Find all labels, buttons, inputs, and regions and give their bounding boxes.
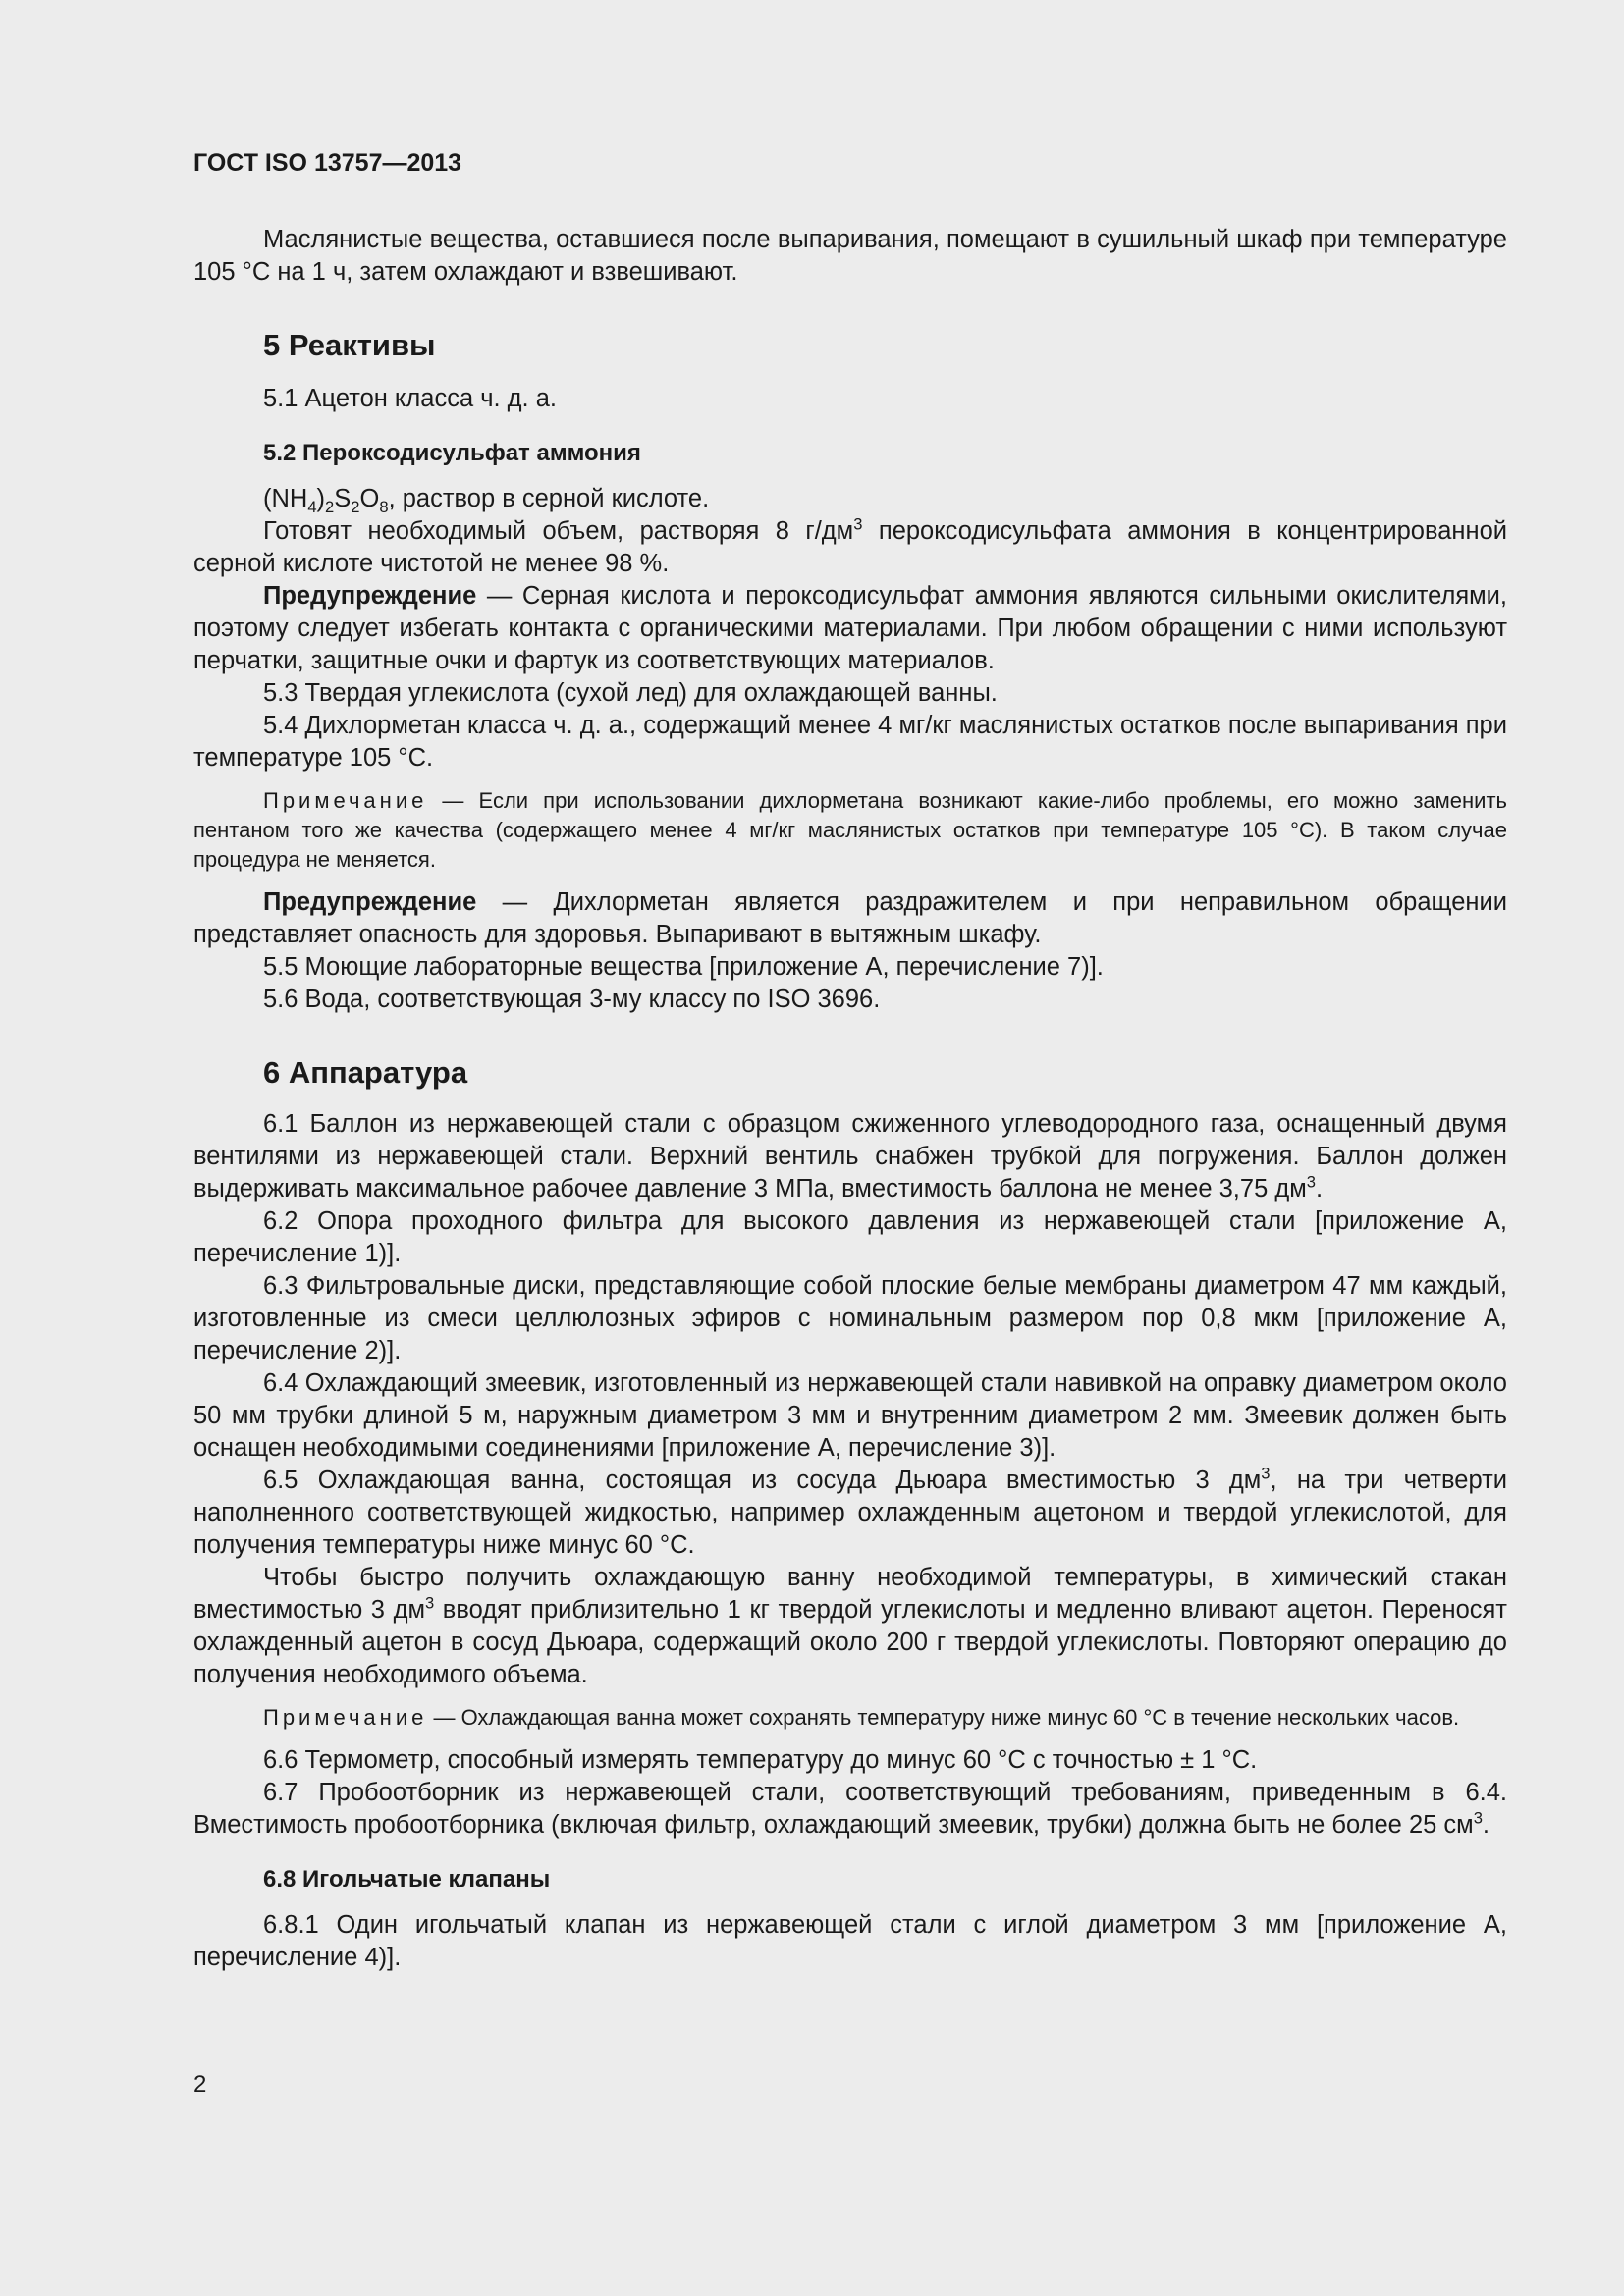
- note-2: Примечание — Охлаждающая ванна может сохранять температуру ниже минус 60 °С в течение нескольких часов.: [263, 1705, 1460, 1730]
- para-6-5b: Чтобы быстро получить охлаждающую ванну необходимой температуры, в химический стакан вместимостью 3 $дм^3$ вводят приблизительно 1 кг твердой углекислоты и медленно вливают ацетон. Переносят охлажденный ацетон в сосуд Дьюара, содержащий около 200 г твердой углекислоты. Повторяют операцию до получения необходимого объема.: [193, 1564, 1507, 1688]
- formula-line: $(NH_4)_2S_2O_8$, раствор в серной кислоте.: [263, 485, 710, 517]
- note-1: Примечание — Если при использовании дихлорметана возникают какие-либо проблемы, его можно заменить пентаном того же качества (содержащего менее 4 мг/кг маслянистых остатков при температуре 105 °С). В таком случае процедура не меняется.: [193, 788, 1507, 872]
- section-6-title: 6 Аппаратура: [263, 1055, 468, 1090]
- document-body: [193, 224, 1507, 1974]
- para-6-5: 6.5 Охлаждающая ванна, состоящая из сосуда Дьюара вместимостью 3 $дм^3$, на три четверти наполненного соответствующей жидкостью, например охлажденным ацетоном и твердой углекислотой, для получения температуры ниже минус 60 °С.: [193, 1464, 1507, 1559]
- section-6-8-title: 6.8 Игольчатые клапаны: [263, 1866, 551, 1893]
- warning-label: Предупреждение: [263, 582, 477, 610]
- warning-2: Предупреждение — Дихлорметан является раздражителем и при неправильном обращении представляет опасность для здоровья. Выпаривают в вытяжным шкафу.: [193, 888, 1507, 948]
- para-5-5: 5.5 Моющие лабораторные вещества [приложение А, перечисление 7)].: [263, 953, 1104, 981]
- para-6-4: 6.4 Охлаждающий змеевик, изготовленный из нержавеющей стали навивкой на оправку диаметром около 50 мм трубки длиной 5 м, наружным диаметром 3 мм и внутренним диаметром 2 мм. Змеевик должен быть оснащен необходимыми соединениями [приложение А, перечисление 3)].: [193, 1369, 1507, 1462]
- para-6-3: 6.3 Фильтровальные диски, представляющие собой плоские белые мембраны диаметром 47 мм каждый, изготовленные из смеси целлюлозных эфиров с номинальным размером пор 0,8 мкм [приложение А, перечисление 2)].: [193, 1272, 1507, 1364]
- para-6-1: 6.1 Баллон из нержавеющей стали с образцом сжиженного углеводородного газа, оснащенный двумя вентилями из нержавеющей стали. Верхний вентиль снабжен трубкой для погружения. Баллон должен выдерживать максимальное рабочее давление 3 МПа, вместимость баллона не менее 3,75 $дм^3$.: [193, 1110, 1507, 1202]
- warning-label: Предупреждение: [263, 888, 477, 916]
- warning-1: Предупреждение — Серная кислота и пероксодисульфат аммония являются сильными окислителями, поэтому следует избегать контакта с органическими материалами. При любом обращении с ними используют перчатки, защитные очки и фартук из соответствующих материалов.: [193, 582, 1507, 674]
- para-6-6: 6.6 Термометр, способный измерять температуру до минус 60 °С с точностью ± 1 °С.: [263, 1746, 1258, 1774]
- para-5-4: 5.4 Дихлорметан класса ч. д. а., содержащий менее 4 мг/кг маслянистых остатков после выпаривания при температуре 105 °С.: [193, 712, 1507, 772]
- section-5-title: 5 Реактивы: [263, 328, 436, 362]
- para-5-6: 5.6 Вода, соответствующая 3-му классу по ISO 3696.: [263, 986, 881, 1013]
- section-5-2-title: 5.2 Пероксодисульфат аммония: [263, 440, 641, 466]
- note-label: Примечание: [263, 788, 428, 813]
- para-5-2-prep: Готовят необходимый объем, растворяя 8 $г/дм^3$ пероксодисульфата аммония в концентрированной серной кислоте чистотой не менее 98 %.: [193, 514, 1507, 577]
- para-5-1: 5.1 Ацетон класса ч. д. а.: [263, 385, 557, 412]
- page-number: 2: [193, 2071, 207, 2098]
- note-label: Примечание: [263, 1705, 428, 1730]
- document-header: ГОСТ ISO 13757—2013: [193, 149, 462, 177]
- para-6-7: 6.7 Пробоотборник из нержавеющей стали, соответствующий требованиям, приведенным в 6.4. Вместимость пробоотборника (включая фильтр, охлаждающий змеевик, трубки) должна быть не более 25 $см^3$.: [193, 1779, 1507, 1839]
- para-6-2: 6.2 Опора проходного фильтра для высокого давления из нержавеющей стали [приложение А, перечисление 1)].: [193, 1207, 1507, 1267]
- intro-paragraph: Маслянистые вещества, оставшиеся после выпаривания, помещают в сушильный шкаф при температуре 105 °С на 1 ч, затем охлаждают и взвешивают.: [193, 226, 1507, 286]
- para-5-3: 5.3 Твердая углекислота (сухой лед) для охлаждающей ванны.: [263, 679, 998, 707]
- para-6-8-1: 6.8.1 Один игольчатый клапан из нержавеющей стали с иглой диаметром 3 мм [приложение А, перечисление 4)].: [193, 1911, 1507, 1971]
